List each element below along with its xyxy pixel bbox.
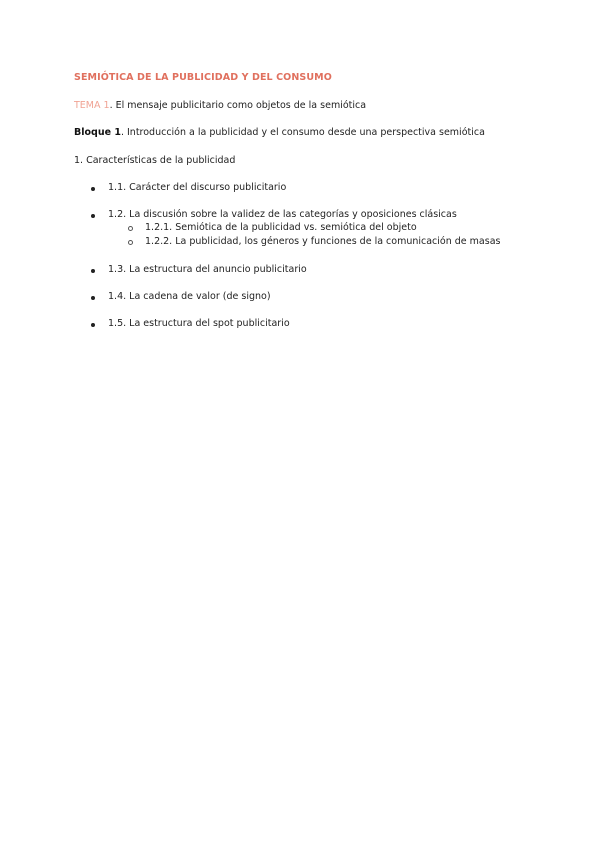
list-item-1-5: 1.5. La estructura del spot publicitario — [108, 318, 290, 329]
bullet-icon — [91, 296, 95, 300]
bloque-label: Bloque 1 — [74, 127, 121, 138]
bullet-icon — [91, 269, 95, 273]
circle-bullet-icon — [128, 240, 133, 245]
bloque-text: . Introducción a la publicidad y el consumo desde una perspectiva semiótica — [120, 127, 485, 138]
tema-label: TEMA 1 — [74, 100, 110, 111]
list-item-1-3: 1.3. La estructura del anuncio publicitario — [108, 264, 307, 275]
document-title: SEMIÓTICA DE LA PUBLICIDAD Y DEL CONSUMO — [74, 72, 332, 83]
tema-text: . El mensaje publicitario como objetos de la semiótica — [109, 100, 367, 111]
bullet-icon — [91, 323, 95, 327]
list-subitem-1-2-2: 1.2.2. La publicidad, los géneros y funciones de la comunicación de masas — [145, 236, 501, 247]
bullet-icon — [91, 187, 95, 191]
list-item-1-1: 1.1. Carácter del discurso publicitario — [108, 182, 287, 193]
list-subitem-1-2-1: 1.2.1. Semiótica de la publicidad vs. semiótica del objeto — [145, 222, 417, 233]
section-heading: 1. Características de la publicidad — [74, 155, 236, 166]
bloque-line — [74, 127, 485, 138]
circle-bullet-icon — [128, 226, 133, 231]
tema-line — [74, 100, 366, 111]
list-item-1-4: 1.4. La cadena de valor (de signo) — [108, 291, 271, 302]
bullet-icon — [91, 214, 95, 218]
list-item-1-2: 1.2. La discusión sobre la validez de las categorías y oposiciones clásicas — [108, 209, 457, 220]
